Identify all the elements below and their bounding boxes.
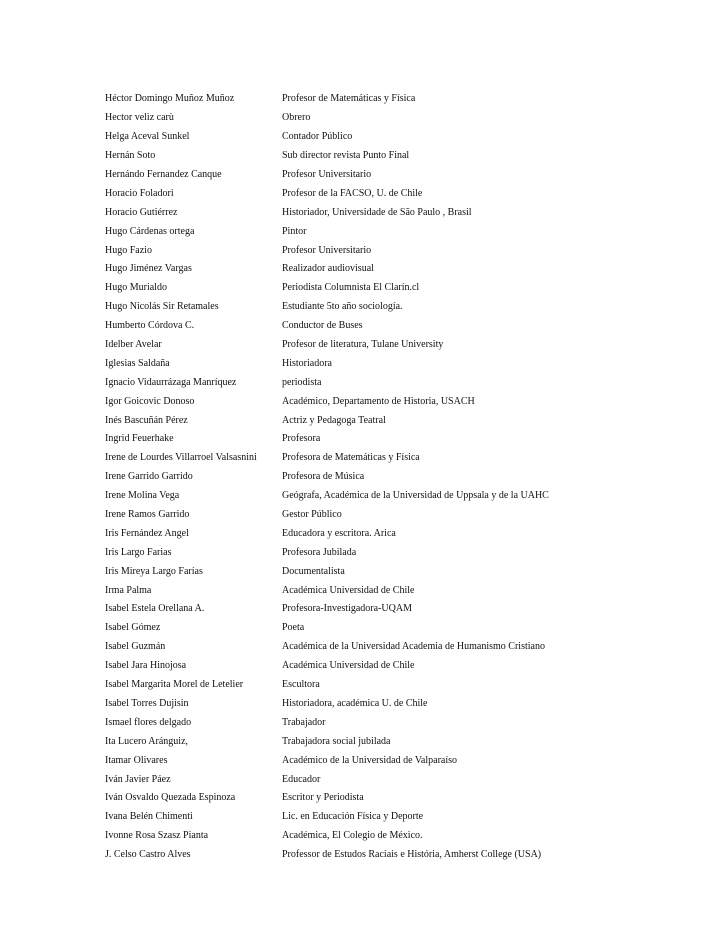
- list-item: [105, 619, 705, 638]
- list-item: [105, 354, 705, 373]
- signatory-role: Pintor: [282, 225, 307, 237]
- list-item: [105, 449, 705, 468]
- signatory-role: Profesor Universitario: [282, 244, 372, 256]
- list-item: [105, 713, 705, 732]
- signatory-role: Profesora de Matemáticas y Física: [282, 452, 420, 464]
- signatory-role: Académica Universidad de Chile: [282, 660, 415, 672]
- signatory-list: [105, 90, 705, 865]
- signatory-role: Geógrafa, Académica de la Universidad de Uppsala y de la UAHC: [282, 490, 549, 502]
- signatory-name: Horacio Foladori: [105, 187, 174, 199]
- signatory-role: Profesor de Matemáticas y Física: [282, 93, 416, 105]
- list-item: [105, 203, 705, 222]
- signatory-name: Iris Largo Farias: [105, 546, 172, 558]
- list-item: [105, 600, 705, 619]
- list-item: [105, 317, 705, 336]
- signatory-name: Isabel Jara Hinojosa: [105, 660, 187, 672]
- signatory-role: Trabajadora social jubilada: [282, 735, 391, 747]
- signatory-role: Trabajador: [282, 716, 326, 728]
- signatory-role: Conductor de Buses: [282, 320, 363, 332]
- list-item: [105, 298, 705, 317]
- list-item: [105, 789, 705, 808]
- signatory-name: Hugo Nicolás Sir Retamales: [105, 301, 219, 313]
- signatory-name: Igor Goicovic Donoso: [105, 395, 195, 407]
- signatory-name: Isabel Estela Orellana A.: [105, 603, 205, 615]
- signatory-role: Profesora de Música: [282, 471, 365, 483]
- signatory-role: Poeta: [282, 622, 305, 634]
- signatory-name: Ivonne Rosa Szasz Pianta: [105, 830, 209, 842]
- signatory-role: Historiador, Universidade de São Paulo , Brasil: [282, 206, 472, 218]
- signatory-name: Helga Aceval Sunkel: [105, 131, 190, 143]
- signatory-name: Hugo Cárdenas ortega: [105, 225, 195, 237]
- signatory-name: Horacio Gutiérrez: [105, 206, 178, 218]
- signatory-role: Académica de la Universidad Academia de Humanismo Cristiano: [282, 641, 545, 653]
- signatory-name: Ita Lucero Aránguiz,: [105, 735, 189, 747]
- signatory-role: Profesor Universitario: [282, 169, 372, 180]
- signatory-name: Irene Ramos Garrido: [105, 509, 190, 521]
- signatory-name: Idelber Avelar: [105, 339, 162, 351]
- signatory-name: Isabel Gómez: [105, 622, 161, 634]
- list-item: [105, 109, 705, 128]
- signatory-role: Profesora-Investigadora-UQAM: [282, 603, 412, 615]
- signatory-name: Isabel Guzmán: [105, 641, 166, 653]
- list-item: [105, 581, 705, 600]
- list-item: [105, 827, 705, 846]
- signatory-role: Académica, El Colegio de México.: [282, 830, 423, 842]
- list-item: [105, 279, 705, 298]
- signatory-role: Contador Público: [282, 131, 353, 143]
- signatory-role: Profesor de literatura, Tulane University: [282, 339, 444, 351]
- signatory-name: Iván Osvaldo Quezada Espinoza: [105, 792, 236, 804]
- list-item: [105, 846, 705, 865]
- signatory-role: Educador: [282, 773, 321, 785]
- list-item: [105, 638, 705, 657]
- list-item: [105, 676, 705, 695]
- list-item: [105, 147, 705, 166]
- signatory-role: Periodista Columnista El Clarín.cl: [282, 282, 420, 294]
- signatory-role: Escritor y Periodista: [282, 792, 364, 804]
- list-item: [105, 751, 705, 770]
- signatory-name: Hugo Fazio: [105, 244, 152, 256]
- signatory-name: Iglesias Saldaña: [105, 357, 170, 369]
- signatory-name: Héctor Domingo Muñoz Muñoz: [105, 93, 235, 105]
- signatory-role: Profesora: [282, 433, 321, 445]
- list-item: [105, 657, 705, 676]
- list-item: [105, 808, 705, 827]
- signatory-name: Isabel Margarita Morel de Letelier: [105, 679, 244, 691]
- list-item: [105, 128, 705, 147]
- signatory-role: Profesora Jubilada: [282, 546, 357, 558]
- signatory-name: Itamar Olivares: [105, 754, 168, 766]
- list-item: [105, 524, 705, 543]
- signatory-name: J. Celso Castro Alves: [105, 849, 191, 861]
- list-item: [105, 222, 705, 241]
- list-item: [105, 336, 705, 355]
- list-item: [105, 543, 705, 562]
- signatory-role: Lic. en Educación Física y Deporte: [282, 811, 424, 823]
- signatory-name: Ismael flores delgado: [105, 716, 192, 728]
- list-item: [105, 732, 705, 751]
- list-item: [105, 430, 705, 449]
- list-item: [105, 695, 705, 714]
- signatory-name: Ignacio Vidaurrázaga Manríquez: [105, 376, 237, 388]
- signatory-name: Hector veliz carù: [105, 112, 174, 124]
- list-item: [105, 241, 705, 260]
- signatory-name: Hernán Soto: [105, 150, 156, 162]
- signatory-role: Documentalista: [282, 565, 345, 577]
- signatory-name: Hugo Jiménez Vargas: [105, 263, 192, 275]
- list-item: [105, 166, 705, 185]
- signatory-name: Hugo Murialdo: [105, 282, 167, 294]
- signatory-role: Escultora: [282, 679, 320, 691]
- signatory-role: Historiadora, académica U. de Chile: [282, 697, 428, 709]
- list-item: [105, 184, 705, 203]
- signatory-role: Gestor Público: [282, 509, 342, 521]
- signatory-name: Iván Javier Páez: [105, 773, 171, 785]
- signatory-role: Académico, Departamento de Historia, USACH: [282, 395, 475, 407]
- list-item: [105, 468, 705, 487]
- signatory-name: Irma Palma: [105, 584, 152, 596]
- signatory-role: Educadora y escritora. Arica: [282, 527, 396, 539]
- list-item: [105, 373, 705, 392]
- signatory-name: Irene Molina Vega: [105, 490, 180, 502]
- signatory-name: Irene Garrido Garrido: [105, 471, 193, 483]
- signatory-role: Obrero: [282, 112, 311, 124]
- signatory-name: Isabel Torres Dujisin: [105, 697, 189, 709]
- signatory-role: periodista: [282, 376, 322, 388]
- list-item: [105, 260, 705, 279]
- signatory-name: Ingrid Feuerhake: [105, 433, 174, 445]
- list-item: [105, 90, 705, 109]
- list-item: [105, 487, 705, 506]
- signatory-name: Irene de Lourdes Villarroel Valsasnini: [105, 452, 257, 464]
- list-item: [105, 562, 705, 581]
- signatory-role: Historiadora: [282, 357, 332, 369]
- signatory-role: Professor de Estudos Raciais e História, Amherst College (USA): [282, 849, 542, 861]
- signatory-role: Realizador audiovisual: [282, 263, 374, 275]
- signatory-role: Académica Universidad de Chile: [282, 584, 415, 596]
- signatory-name: Hernándo Fernandez Canque: [105, 169, 222, 180]
- signatory-role: Académico de la Universidad de Valparaíso: [282, 754, 458, 766]
- signatory-role: Sub director revista Punto Final: [282, 150, 410, 162]
- signatory-name: Humberto Córdova C.: [105, 320, 195, 332]
- signatory-name: Inés Bascuñán Pérez: [105, 414, 188, 426]
- signatory-name: Ivana Belén Chimenti: [105, 811, 193, 823]
- list-item: [105, 770, 705, 789]
- signatory-role: Actriz y Pedagoga Teatral: [282, 414, 386, 426]
- list-item: [105, 506, 705, 525]
- list-item: [105, 392, 705, 411]
- signatory-role: Estudiante 5to año sociología.: [282, 301, 403, 313]
- signatory-role: Profesor de la FACSO, U. de Chile: [282, 187, 423, 199]
- signatory-name: Iris Fernández Angel: [105, 527, 189, 539]
- signatory-name: Iris Mireya Largo Farías: [105, 565, 203, 577]
- list-item: [105, 411, 705, 430]
